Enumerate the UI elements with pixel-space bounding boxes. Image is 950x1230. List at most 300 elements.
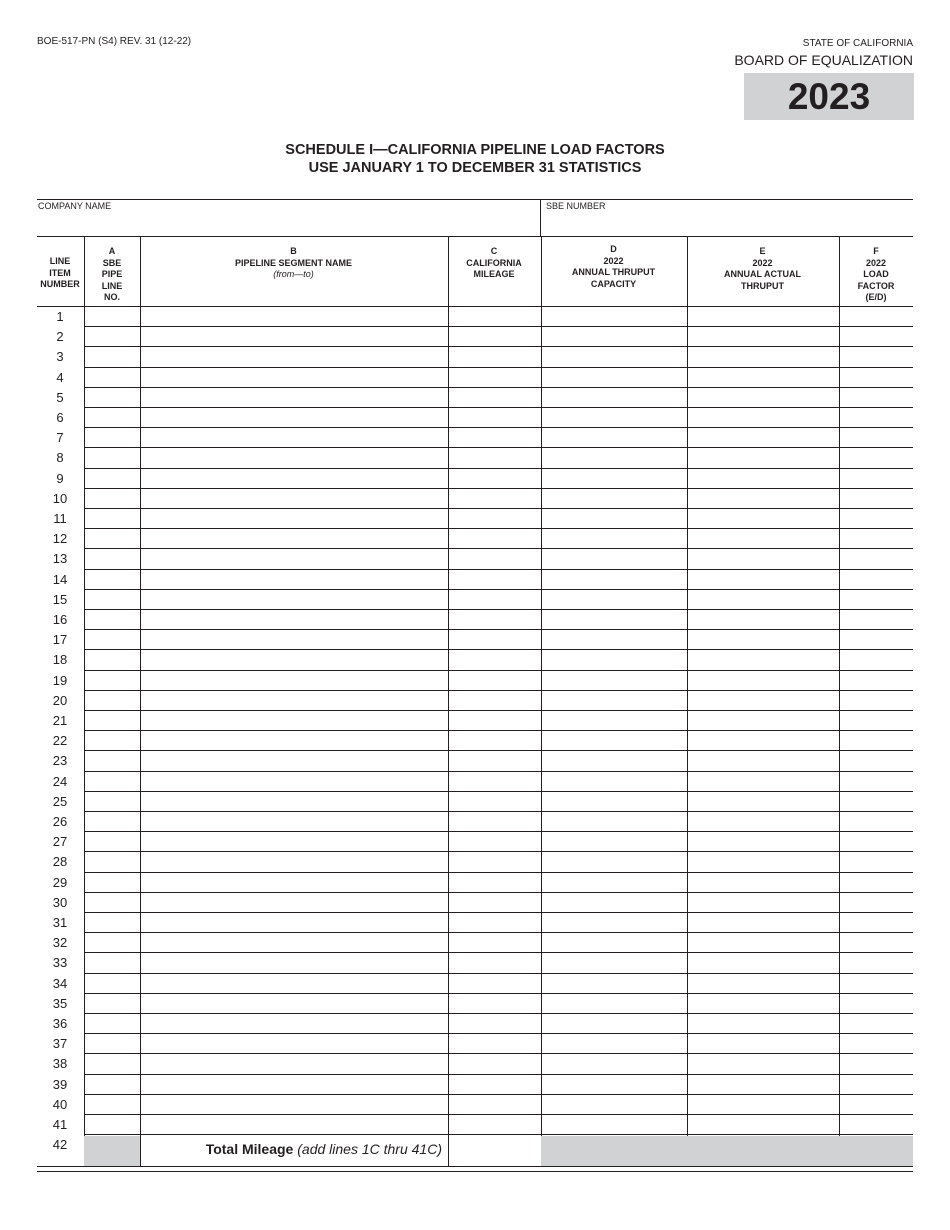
row-30-col-b-input[interactable] xyxy=(141,893,448,912)
row-15-col-d-input[interactable] xyxy=(542,590,687,609)
row-1-col-c-input[interactable] xyxy=(449,307,541,326)
col-header-d xyxy=(541,244,686,290)
row-41-col-b-input[interactable] xyxy=(141,1115,448,1134)
row-41-col-f-input[interactable] xyxy=(840,1115,913,1134)
row-13-col-d-input[interactable] xyxy=(542,549,687,568)
row-26-col-c-input[interactable] xyxy=(449,812,541,831)
col-header-c-line-3: MILEAGE xyxy=(473,269,515,279)
col-header-b xyxy=(140,246,447,281)
row-3-col-d-input[interactable] xyxy=(542,347,687,366)
row-27-col-d-input[interactable] xyxy=(542,832,687,851)
row-1-col-d-input[interactable] xyxy=(542,307,687,326)
row-line-number: 12 xyxy=(52,531,68,547)
row-3-col-c-input[interactable] xyxy=(449,347,541,366)
row-4-col-a-input[interactable] xyxy=(85,368,140,387)
row-3-col-b-input[interactable] xyxy=(141,347,448,366)
col-header-f xyxy=(839,246,913,304)
row-29-col-c-input[interactable] xyxy=(449,873,541,892)
row-14-col-d-input[interactable] xyxy=(542,570,687,589)
col-header-a-line-5: NO. xyxy=(103,292,120,302)
row-30-col-a-input[interactable] xyxy=(85,893,140,912)
row-6-col-d-input[interactable] xyxy=(542,408,687,427)
row-20-col-b-input[interactable] xyxy=(141,691,448,710)
row-26-col-e-input[interactable] xyxy=(688,812,839,831)
row-18-col-b-input[interactable] xyxy=(141,650,448,669)
row-12-col-a-input[interactable] xyxy=(85,529,140,548)
row-28-col-f-input[interactable] xyxy=(840,852,913,871)
row-line-number: 39 xyxy=(52,1076,68,1092)
row-5-col-d-input[interactable] xyxy=(542,388,687,407)
row-line-number: 23 xyxy=(52,753,68,769)
row-29-col-a-input[interactable] xyxy=(85,873,140,892)
row-12-col-b-input[interactable] xyxy=(141,529,448,548)
col-header-d-line-1: D xyxy=(610,244,617,254)
row-4-col-e-input[interactable] xyxy=(688,368,839,387)
col-header-e-line-4: THRUPUT xyxy=(741,280,784,291)
row-40-col-a-input[interactable] xyxy=(85,1095,140,1114)
col-header-a xyxy=(84,246,140,304)
row-line-number: 14 xyxy=(52,571,68,587)
row-31-col-d-input[interactable] xyxy=(542,913,687,932)
header-bottom-rule xyxy=(37,236,913,237)
row-18-col-d-input[interactable] xyxy=(542,650,687,669)
row-3-col-f-input[interactable] xyxy=(840,347,913,366)
row-22-col-f-input[interactable] xyxy=(840,731,913,750)
col-header-f-line-5: (E/D) xyxy=(865,292,887,302)
row-30-col-c-input[interactable] xyxy=(449,893,541,912)
row-29-col-f-input[interactable] xyxy=(840,873,913,892)
row-28-col-d-input[interactable] xyxy=(542,852,687,871)
total-col-def-shaded xyxy=(541,1136,913,1166)
row-20-col-c-input[interactable] xyxy=(449,691,541,710)
row-40-col-e-input[interactable] xyxy=(688,1095,839,1114)
row-32-col-d-input[interactable] xyxy=(542,933,687,952)
row-14-col-c-input[interactable] xyxy=(449,570,541,589)
row-23-col-c-input[interactable] xyxy=(449,751,541,770)
row-18-col-f-input[interactable] xyxy=(840,650,913,669)
row-25-col-c-input[interactable] xyxy=(449,792,541,811)
row-33-col-a-input[interactable] xyxy=(85,953,140,972)
row-40-col-f-input[interactable] xyxy=(840,1095,913,1114)
row-35-col-e-input[interactable] xyxy=(688,994,839,1013)
row-28-col-b-input[interactable] xyxy=(141,852,448,871)
row-line-number: 1 xyxy=(56,309,64,324)
total-line-number: 42 xyxy=(52,1137,68,1152)
row-line-number: 17 xyxy=(52,632,68,648)
row-5-col-b-input[interactable] xyxy=(141,388,448,407)
row-25-col-f-input[interactable] xyxy=(840,792,913,811)
row-line-number: 18 xyxy=(52,652,68,668)
row-9-col-c-input[interactable] xyxy=(449,469,541,488)
row-26-col-d-input[interactable] xyxy=(542,812,687,831)
row-3-col-e-input[interactable] xyxy=(688,347,839,366)
row-8-col-d-input[interactable] xyxy=(542,448,687,467)
row-16-col-c-input[interactable] xyxy=(449,610,541,629)
row-14-col-a-input[interactable] xyxy=(85,570,140,589)
row-23-col-b-input[interactable] xyxy=(141,751,448,770)
row-33-col-f-input[interactable] xyxy=(840,953,913,972)
row-34-col-a-input[interactable] xyxy=(85,974,140,993)
row-10-col-c-input[interactable] xyxy=(449,489,541,508)
row-37-col-a-input[interactable] xyxy=(85,1034,140,1053)
row-37-col-c-input[interactable] xyxy=(449,1034,541,1053)
row-32-col-b-input[interactable] xyxy=(141,933,448,952)
row-12-col-e-input[interactable] xyxy=(688,529,839,548)
row-15-col-e-input[interactable] xyxy=(688,590,839,609)
row-35-col-a-input[interactable] xyxy=(85,994,140,1013)
row-13-col-f-input[interactable] xyxy=(840,549,913,568)
row-40-col-c-input[interactable] xyxy=(449,1095,541,1114)
row-38-col-e-input[interactable] xyxy=(688,1054,839,1073)
row-39-col-b-input[interactable] xyxy=(141,1075,448,1094)
col-header-a-line-1: A xyxy=(108,246,116,256)
row-22-col-a-input[interactable] xyxy=(85,731,140,750)
row-34-col-c-input[interactable] xyxy=(449,974,541,993)
row-29-col-b-input[interactable] xyxy=(141,873,448,892)
row-7-col-e-input[interactable] xyxy=(688,428,839,447)
row-14-col-b-input[interactable] xyxy=(141,570,448,589)
row-line-number: 36 xyxy=(52,1016,68,1031)
total-mileage-bold: Total Mileage xyxy=(205,1141,294,1157)
row-8-col-b-input[interactable] xyxy=(141,448,448,467)
row-2-col-a-input[interactable] xyxy=(85,327,140,346)
row-9-col-a-input[interactable] xyxy=(85,469,140,488)
row-5-col-f-input[interactable] xyxy=(840,388,913,407)
row-22-col-c-input[interactable] xyxy=(449,731,541,750)
row-19-col-d-input[interactable] xyxy=(542,671,687,690)
row-41-col-a-input[interactable] xyxy=(85,1115,140,1134)
row-21-col-c-input[interactable] xyxy=(449,711,541,730)
row-19-col-b-input[interactable] xyxy=(141,671,448,690)
row-22-col-d-input[interactable] xyxy=(542,731,687,750)
row-20-col-a-input[interactable] xyxy=(85,691,140,710)
row-11-col-e-input[interactable] xyxy=(688,509,839,528)
row-4-col-c-input[interactable] xyxy=(449,368,541,387)
row-24-col-f-input[interactable] xyxy=(840,772,913,791)
row-30-col-e-input[interactable] xyxy=(688,893,839,912)
row-15-col-a-input[interactable] xyxy=(85,590,140,609)
row-21-col-e-input[interactable] xyxy=(688,711,839,730)
row-16-col-d-input[interactable] xyxy=(542,610,687,629)
row-37-col-b-input[interactable] xyxy=(141,1034,448,1053)
col-header-e-line-3: ANNUAL ACTUAL xyxy=(724,269,801,279)
row-5-col-e-input[interactable] xyxy=(688,388,839,407)
row-23-col-f-input[interactable] xyxy=(840,751,913,770)
row-38-col-c-input[interactable] xyxy=(449,1054,541,1073)
col-header-a-line-4: LINE xyxy=(101,280,123,291)
row-21-col-d-input[interactable] xyxy=(542,711,687,730)
row-6-col-f-input[interactable] xyxy=(840,408,913,427)
row-24-col-e-input[interactable] xyxy=(688,772,839,791)
row-26-col-f-input[interactable] xyxy=(840,812,913,831)
row-36-col-e-input[interactable] xyxy=(688,1014,839,1033)
row-34-col-e-input[interactable] xyxy=(688,974,839,993)
row-19-col-e-input[interactable] xyxy=(688,671,839,690)
row-22-col-e-input[interactable] xyxy=(688,731,839,750)
row-32-col-c-input[interactable] xyxy=(449,933,541,952)
row-39-col-f-input[interactable] xyxy=(840,1075,913,1094)
row-29-col-d-input[interactable] xyxy=(542,873,687,892)
row-13-col-e-input[interactable] xyxy=(688,549,839,568)
row-16-col-b-input[interactable] xyxy=(141,610,448,629)
row-19-col-a-input[interactable] xyxy=(85,671,140,690)
row-18-col-c-input[interactable] xyxy=(449,650,541,669)
row-26-col-a-input[interactable] xyxy=(85,812,140,831)
row-31-col-c-input[interactable] xyxy=(449,913,541,932)
row-line-number: 19 xyxy=(52,672,68,688)
row-8-col-e-input[interactable] xyxy=(688,448,839,467)
row-6-col-e-input[interactable] xyxy=(688,408,839,427)
row-13-col-b-input[interactable] xyxy=(141,549,448,568)
row-28-col-a-input[interactable] xyxy=(85,852,140,871)
row-7-col-b-input[interactable] xyxy=(141,428,448,447)
row-9-col-e-input[interactable] xyxy=(688,469,839,488)
row-30-col-f-input[interactable] xyxy=(840,893,913,912)
row-35-col-f-input[interactable] xyxy=(840,994,913,1013)
row-8-col-f-input[interactable] xyxy=(840,448,913,467)
row-1-col-a-input[interactable] xyxy=(85,307,140,326)
row-14-col-e-input[interactable] xyxy=(688,570,839,589)
row-24-col-a-input[interactable] xyxy=(85,772,140,791)
row-2-col-f-input[interactable] xyxy=(840,327,913,346)
row-26-col-b-input[interactable] xyxy=(141,812,448,831)
row-40-col-d-input[interactable] xyxy=(542,1095,687,1114)
row-21-col-a-input[interactable] xyxy=(85,711,140,730)
row-27-col-c-input[interactable] xyxy=(449,832,541,851)
row-line-number: 16 xyxy=(52,612,68,627)
row-39-col-d-input[interactable] xyxy=(542,1075,687,1094)
row-27-col-e-input[interactable] xyxy=(688,832,839,851)
row-15-col-c-input[interactable] xyxy=(449,590,541,609)
row-19-col-c-input[interactable] xyxy=(449,671,541,690)
row-19-col-f-input[interactable] xyxy=(840,671,913,690)
row-33-col-b-input[interactable] xyxy=(141,953,448,972)
row-34-col-d-input[interactable] xyxy=(542,974,687,993)
row-11-col-a-input[interactable] xyxy=(85,509,140,528)
row-7-col-f-input[interactable] xyxy=(840,428,913,447)
row-25-col-d-input[interactable] xyxy=(542,792,687,811)
row-27-col-a-input[interactable] xyxy=(85,832,140,851)
row-13-col-c-input[interactable] xyxy=(449,549,541,568)
row-2-col-d-input[interactable] xyxy=(542,327,687,346)
row-line-number: 27 xyxy=(52,834,68,850)
col-header-line-line-2: ITEM xyxy=(49,267,71,278)
row-36-col-c-input[interactable] xyxy=(449,1014,541,1033)
row-11-col-d-input[interactable] xyxy=(542,509,687,528)
row-9-col-b-input[interactable] xyxy=(141,469,448,488)
row-line-number: 30 xyxy=(52,894,68,910)
row-22-col-b-input[interactable] xyxy=(141,731,448,750)
row-24-col-b-input[interactable] xyxy=(141,772,448,791)
row-20-col-e-input[interactable] xyxy=(688,691,839,710)
row-17-col-b-input[interactable] xyxy=(141,630,448,649)
row-4-col-f-input[interactable] xyxy=(840,368,913,387)
row-1-col-e-input[interactable] xyxy=(688,307,839,326)
row-31-col-b-input[interactable] xyxy=(141,913,448,932)
row-20-col-d-input[interactable] xyxy=(542,691,687,710)
row-39-col-c-input[interactable] xyxy=(449,1075,541,1094)
company-name-input[interactable] xyxy=(37,213,540,236)
row-16-col-e-input[interactable] xyxy=(688,610,839,629)
row-16-col-a-input[interactable] xyxy=(85,610,140,629)
row-41-col-e-input[interactable] xyxy=(688,1115,839,1134)
row-23-col-a-input[interactable] xyxy=(85,751,140,770)
row-line-number: 11 xyxy=(53,511,67,526)
row-25-col-a-input[interactable] xyxy=(85,792,140,811)
row-36-col-f-input[interactable] xyxy=(840,1014,913,1033)
row-2-col-b-input[interactable] xyxy=(141,327,448,346)
row-23-col-d-input[interactable] xyxy=(542,751,687,770)
row-38-col-a-input[interactable] xyxy=(85,1054,140,1073)
row-38-col-f-input[interactable] xyxy=(840,1054,913,1073)
row-21-col-b-input[interactable] xyxy=(141,711,448,730)
row-15-col-f-input[interactable] xyxy=(840,590,913,609)
schedule-title xyxy=(0,141,950,177)
row-25-col-b-input[interactable] xyxy=(141,792,448,811)
row-18-col-e-input[interactable] xyxy=(688,650,839,669)
row-10-col-e-input[interactable] xyxy=(688,489,839,508)
row-34-col-b-input[interactable] xyxy=(141,974,448,993)
row-12-col-d-input[interactable] xyxy=(542,529,687,548)
row-8-col-c-input[interactable] xyxy=(449,448,541,467)
row-5-col-c-input[interactable] xyxy=(449,388,541,407)
row-33-col-c-input[interactable] xyxy=(449,953,541,972)
row-20-col-f-input[interactable] xyxy=(840,691,913,710)
row-5-col-a-input[interactable] xyxy=(85,388,140,407)
row-1-col-f-input[interactable] xyxy=(840,307,913,326)
company-name-label: COMPANY NAME xyxy=(38,201,112,211)
row-4-col-d-input[interactable] xyxy=(542,368,687,387)
row-35-col-d-input[interactable] xyxy=(542,994,687,1013)
col-header-c-line-2: CALIFORNIA xyxy=(466,257,522,268)
row-28-col-c-input[interactable] xyxy=(449,852,541,871)
row-39-col-a-input[interactable] xyxy=(85,1075,140,1094)
col-header-f-line-3: LOAD xyxy=(863,269,889,279)
row-17-col-e-input[interactable] xyxy=(688,630,839,649)
row-2-col-e-input[interactable] xyxy=(688,327,839,346)
row-4-col-b-input[interactable] xyxy=(141,368,448,387)
row-32-col-f-input[interactable] xyxy=(840,933,913,952)
row-7-col-d-input[interactable] xyxy=(542,428,687,447)
row-10-col-b-input[interactable] xyxy=(141,489,448,508)
row-16-col-f-input[interactable] xyxy=(840,610,913,629)
row-37-col-d-input[interactable] xyxy=(542,1034,687,1053)
row-11-col-c-input[interactable] xyxy=(449,509,541,528)
row-11-col-b-input[interactable] xyxy=(141,509,448,528)
row-40-col-b-input[interactable] xyxy=(141,1095,448,1114)
row-32-col-a-input[interactable] xyxy=(85,933,140,952)
row-10-col-d-input[interactable] xyxy=(542,489,687,508)
col-header-line-item xyxy=(37,256,83,291)
row-7-col-c-input[interactable] xyxy=(449,428,541,447)
bottom-rule xyxy=(37,1166,913,1167)
row-3-col-a-input[interactable] xyxy=(85,347,140,366)
top-rule xyxy=(37,199,913,200)
row-41-col-c-input[interactable] xyxy=(449,1115,541,1134)
col-header-b-line-1: B xyxy=(290,246,297,256)
row-17-col-f-input[interactable] xyxy=(840,630,913,649)
row-9-col-f-input[interactable] xyxy=(840,469,913,488)
row-17-col-d-input[interactable] xyxy=(542,630,687,649)
row-37-col-f-input[interactable] xyxy=(840,1034,913,1053)
row-6-col-a-input[interactable] xyxy=(85,408,140,427)
row-37-col-e-input[interactable] xyxy=(688,1034,839,1053)
row-line-number: 10 xyxy=(52,490,68,506)
row-2-col-c-input[interactable] xyxy=(449,327,541,346)
row-24-col-c-input[interactable] xyxy=(449,772,541,791)
state-label: STATE OF CALIFORNIA xyxy=(802,38,913,49)
row-12-col-c-input[interactable] xyxy=(449,529,541,548)
sbe-number-input[interactable] xyxy=(541,213,913,236)
row-35-col-c-input[interactable] xyxy=(449,994,541,1013)
row-18-col-a-input[interactable] xyxy=(85,650,140,669)
row-33-col-d-input[interactable] xyxy=(542,953,687,972)
row-33-col-e-input[interactable] xyxy=(688,953,839,972)
row-36-col-d-input[interactable] xyxy=(542,1014,687,1033)
row-29-col-e-input[interactable] xyxy=(688,873,839,892)
row-6-col-c-input[interactable] xyxy=(449,408,541,427)
row-10-col-f-input[interactable] xyxy=(840,489,913,508)
row-23-col-e-input[interactable] xyxy=(688,751,839,770)
row-line-number: 13 xyxy=(52,551,68,567)
col-header-a-line-3: PIPE xyxy=(101,269,123,279)
row-15-col-b-input[interactable] xyxy=(141,590,448,609)
row-9-col-d-input[interactable] xyxy=(542,469,687,488)
row-32-col-e-input[interactable] xyxy=(688,933,839,952)
row-38-col-b-input[interactable] xyxy=(141,1054,448,1073)
total-mileage-italic: (add lines 1C thru 41C) xyxy=(297,1141,442,1157)
row-30-col-d-input[interactable] xyxy=(542,893,687,912)
row-31-col-e-input[interactable] xyxy=(688,913,839,932)
row-14-col-f-input[interactable] xyxy=(840,570,913,589)
row-27-col-b-input[interactable] xyxy=(141,832,448,851)
row-31-col-f-input[interactable] xyxy=(840,913,913,932)
col-header-e xyxy=(687,246,838,292)
row-17-col-c-input[interactable] xyxy=(449,630,541,649)
row-24-col-d-input[interactable] xyxy=(542,772,687,791)
row-34-col-f-input[interactable] xyxy=(840,974,913,993)
row-13-col-a-input[interactable] xyxy=(85,549,140,568)
row-39-col-e-input[interactable] xyxy=(688,1075,839,1094)
row-21-col-f-input[interactable] xyxy=(840,711,913,730)
row-1-col-b-input[interactable] xyxy=(141,307,448,326)
row-line-number: 21 xyxy=(52,713,68,728)
row-line-number: 4 xyxy=(56,369,64,385)
row-28-col-e-input[interactable] xyxy=(688,852,839,871)
total-mileage-input[interactable] xyxy=(448,1136,540,1166)
row-36-col-a-input[interactable] xyxy=(85,1014,140,1033)
row-25-col-e-input[interactable] xyxy=(688,792,839,811)
row-10-col-a-input[interactable] xyxy=(85,489,140,508)
row-line-number: 22 xyxy=(52,733,68,749)
row-7-col-a-input[interactable] xyxy=(85,428,140,447)
col-header-d-line-2: 2022 xyxy=(603,255,624,266)
row-17-col-a-input[interactable] xyxy=(85,630,140,649)
row-36-col-b-input[interactable] xyxy=(141,1014,448,1033)
row-35-col-b-input[interactable] xyxy=(141,994,448,1013)
col-header-f-line-4: FACTOR xyxy=(857,280,895,291)
row-12-col-f-input[interactable] xyxy=(840,529,913,548)
row-41-col-d-input[interactable] xyxy=(542,1115,687,1134)
row-11-col-f-input[interactable] xyxy=(840,509,913,528)
row-27-col-f-input[interactable] xyxy=(840,832,913,851)
row-38-col-d-input[interactable] xyxy=(542,1054,687,1073)
row-6-col-b-input[interactable] xyxy=(141,408,448,427)
board-label: BOARD OF EQUALIZATION xyxy=(734,52,913,68)
row-31-col-a-input[interactable] xyxy=(85,913,140,932)
row-8-col-a-input[interactable] xyxy=(85,448,140,467)
col-header-line-line-3: NUMBER xyxy=(40,279,80,289)
